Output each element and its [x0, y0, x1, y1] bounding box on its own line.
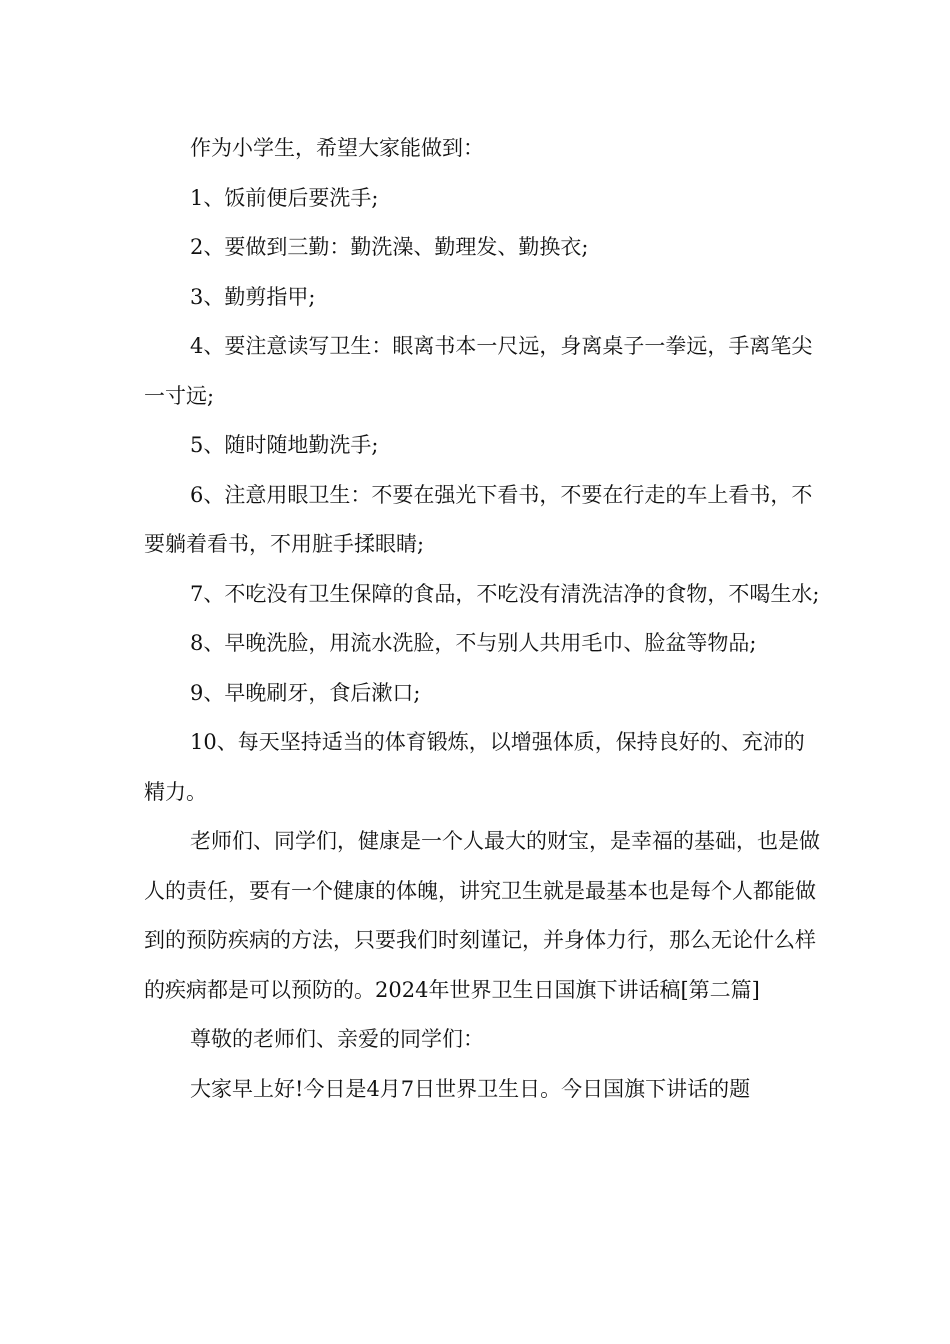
- list-item-8: 8、早晚洗脸，用流水洗脸，不与别人共用毛巾、脸盆等物品;: [190, 631, 757, 655]
- list-item-7: 7、不吃没有卫生保障的食品，不吃没有清洗洁净的食物，不喝生水;: [190, 581, 820, 606]
- list-item-9: 9、早晚刷牙，食后漱口;: [190, 680, 421, 705]
- document-body: [144, 124, 824, 1114]
- list-item-4: 4、要注意读写卫生：眼离书本一尺远，身离桌子一拳远，手离笔尖一寸远;: [144, 334, 813, 408]
- paragraph-salutation: 尊敬的老师们、亲爱的同学们：: [190, 1027, 484, 1051]
- paragraph-greeting: 大家早上好!今日是4月7日世界卫生日。今日国旗下讲话的题: [190, 1076, 751, 1101]
- list-item-10: 10、每天坚持适当的体育锻炼，以增强体质，保持良好的、充沛的精力。: [144, 730, 805, 804]
- paragraph-closing: 老师们、同学们，健康是一个人最大的财宝，是幸福的基础，也是做人的责任，要有一个健康的体魄，讲究卫生就是最基本也是每个人都能做到的预防疾病的方法，只要我们时刻谨记，并身体力行，那么无论什么样的疾病都是可以预防的。2024年世界卫生日国旗下讲话稿[第二篇]: [144, 829, 820, 1002]
- list-item-3: 3、勤剪指甲;: [190, 284, 316, 309]
- paragraph-intro: 作为小学生，希望大家能做到：: [190, 136, 484, 160]
- list-item-5: 5、随时随地勤洗手;: [190, 433, 379, 457]
- list-item-2: 2、要做到三勤：勤洗澡、勤理发、勤换衣;: [190, 235, 589, 259]
- list-item-1: 1、饭前便后要洗手;: [190, 185, 379, 210]
- list-item-6: 6、注意用眼卫生：不要在强光下看书，不要在行走的车上看书，不要躺着看书，不用脏手揉眼睛;: [144, 482, 813, 556]
